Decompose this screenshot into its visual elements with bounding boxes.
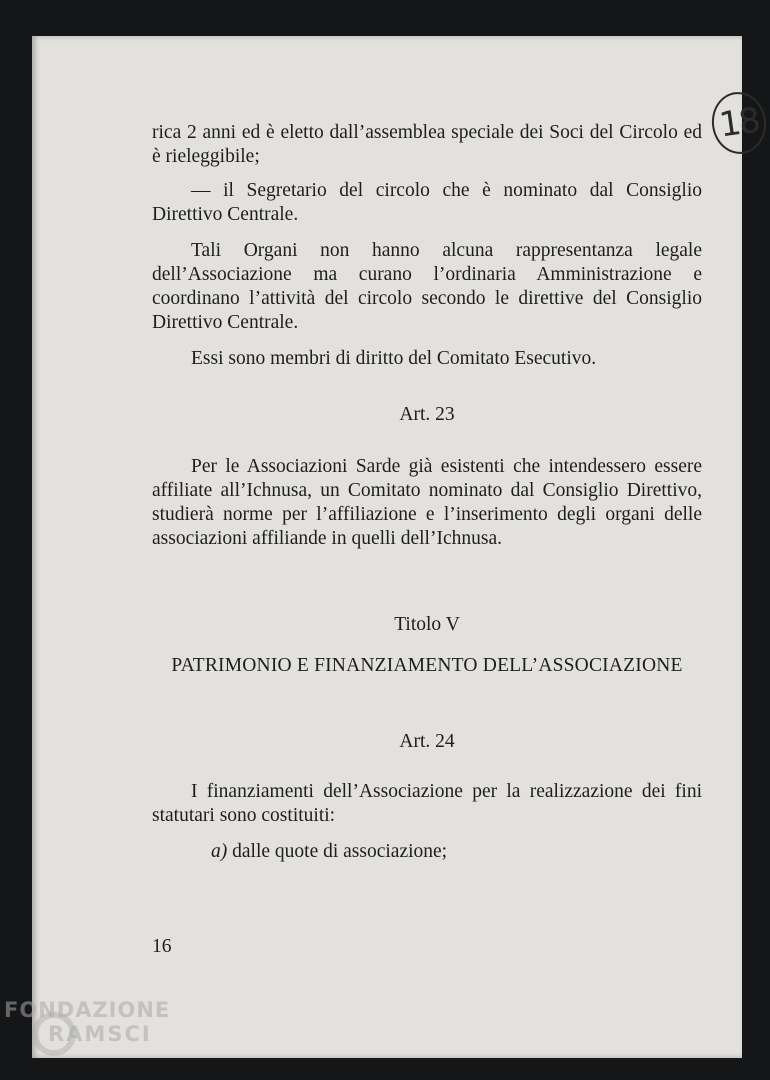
paragraph-organi: Tali Organi non hanno alcuna rappresentanza legale dell’Associazione ma curano l’ordinaria Amministrazione e coordinano l’attività del circolo secondo le direttive del Consiglio Direttivo Centrale.	[152, 240, 702, 333]
list-item-marker: a)	[211, 841, 228, 862]
paragraph-affiliazione: Per le Associazioni Sarde già esistenti che intendessero essere affiliate all’Ichnusa, un Comitato nominato dal Consiglio Direttivo, studierà norme per l’affiliazione e l’inserimento degli organi delle associazioni affiliande in quelli dell’Ichnusa.	[152, 456, 702, 549]
paragraph-membri: Essi sono membri di diritto del Comitato Esecutivo.	[191, 348, 597, 369]
paragraph-finanziamenti: I finanziamenti dell’Associazione per la realizzazione dei fini statutari sono costituiti:	[152, 781, 702, 826]
article-heading-24: Art. 24	[399, 731, 455, 752]
paragraph-continuation: rica 2 anni ed è eletto dall’assemblea speciale dei Soci del Circolo ed è rieleggibile;	[152, 122, 702, 167]
handwritten-page-number: 18	[708, 89, 770, 158]
document-body	[152, 121, 702, 864]
paragraph-segretario: — il Segretario del circolo che è nominato dal Consiglio Direttivo Centrale.	[152, 180, 702, 225]
watermark-line-2: RAMSCI	[48, 1022, 152, 1046]
title-heading: Titolo V	[394, 614, 460, 635]
printed-page-number: 16	[152, 936, 172, 957]
list-item-a	[152, 840, 702, 864]
article-heading-23: Art. 23	[399, 404, 455, 425]
watermark-line-1: FONDAZIONE	[4, 998, 171, 1022]
section-heading: PATRIMONIO E FINANZIAMENTO DELL’ASSOCIAZIONE	[171, 655, 683, 676]
list-item-text: dalle quote di associazione;	[227, 841, 448, 862]
watermark	[4, 998, 170, 1046]
